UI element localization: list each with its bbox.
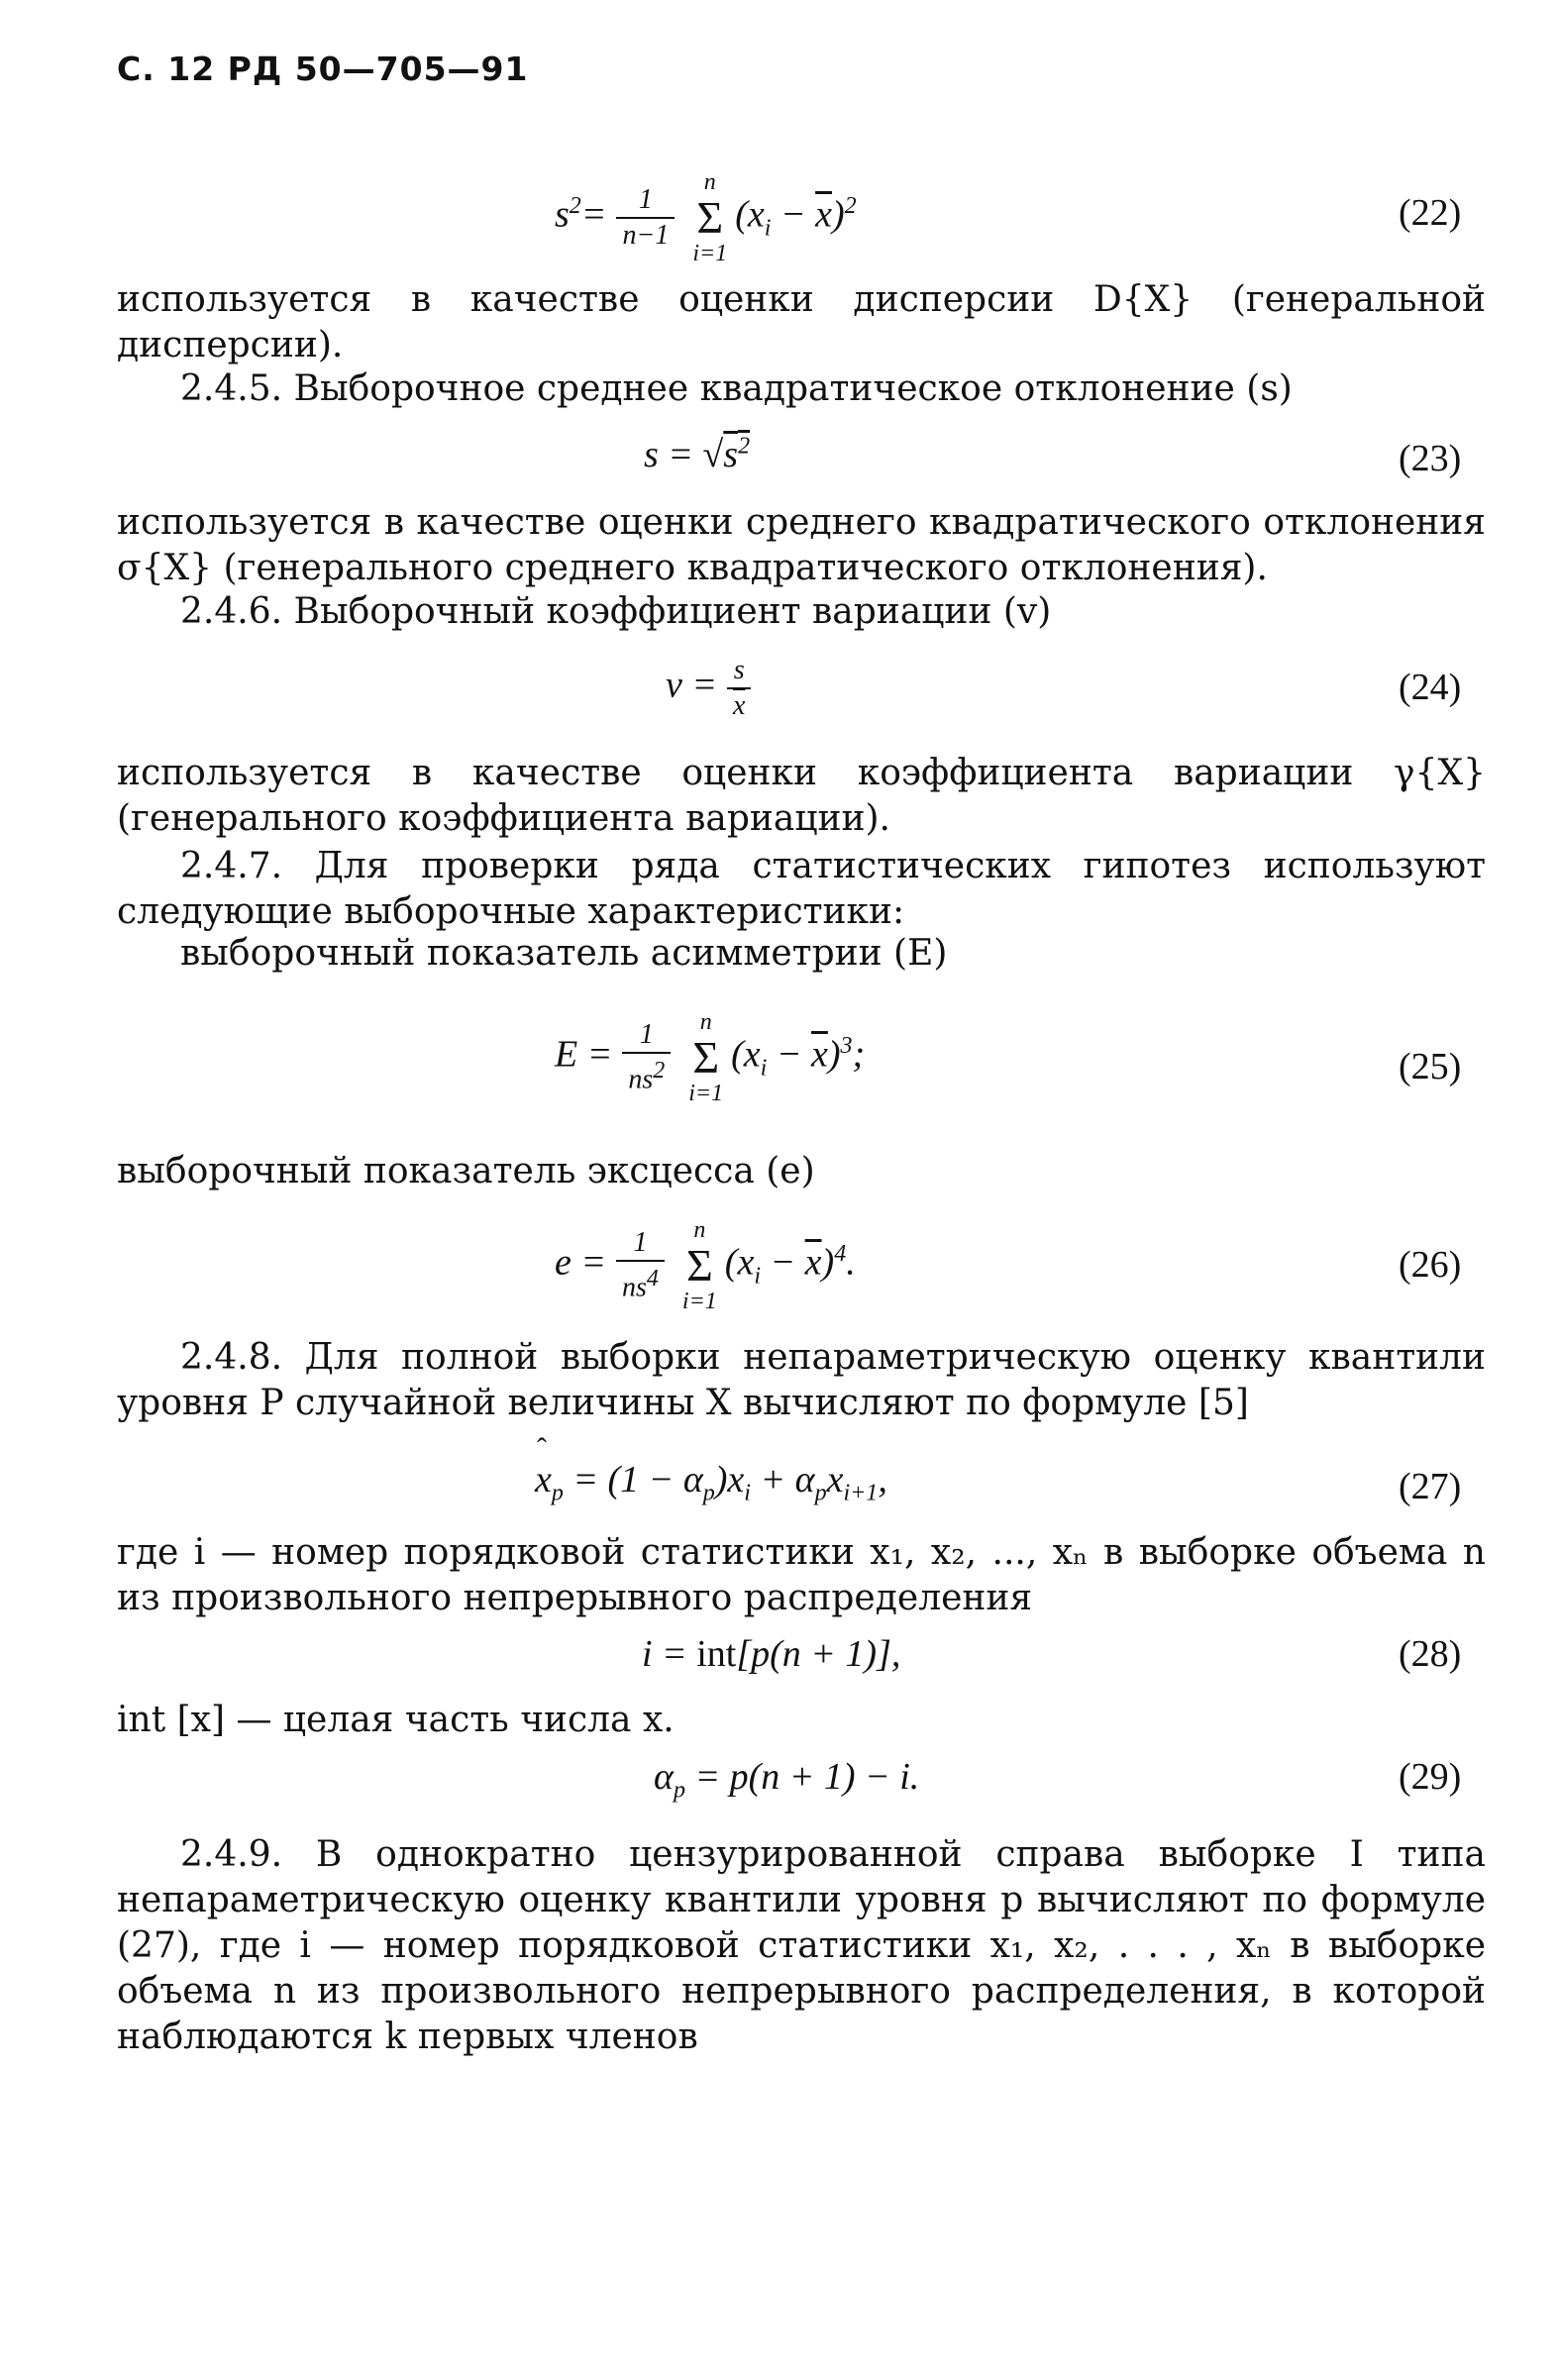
equation-number-28: (28)	[1399, 1633, 1462, 1675]
paragraph-int-definition: int [x] — целая часть числа x.	[117, 1700, 675, 1740]
paragraph-2-4-9: 2.4.9. В однократно цензурированной справа выборке I типа непараметрическую оценку квантили уровня p вычисляют по формуле (27), где i — номер порядковой статистики x₁, x₂, . . . , xₙ в выборке объема n из произвольного непрерывного распределения, в которой наблюдаются k первых членов	[117, 1834, 1486, 2057]
paragraph-2-4-7: 2.4.7. Для проверки ряда статистических гипотез используют следующие выборочные характеристики:	[117, 846, 1486, 932]
equation-number-23: (23)	[1399, 438, 1462, 479]
equation-number-25: (25)	[1399, 1046, 1462, 1087]
paragraph-2-4-5: 2.4.5. Выборочное среднее квадратическое отклонение (s)	[180, 368, 1293, 409]
equation-number-29: (29)	[1399, 1756, 1462, 1798]
paragraph-variation-use: используется в качестве оценки коэффициента вариации γ{X} (генерального коэффициента вариации).	[117, 753, 1486, 839]
formula-std-deviation: $s = √s^2$	[644, 433, 751, 475]
label-kurtosis: выборочный показатель эксцесса (e)	[117, 1151, 815, 1191]
formula-sample-variance: $s^2=$ $\frac{1}{n-1}$ n Σ i=1 $(x_i - \overline{x})^2$	[555, 169, 857, 266]
equation-number-22: (22)	[1399, 192, 1462, 234]
paragraph-std-use: используется в качестве оценки среднего квадратического отклонения σ{X} (генерального среднего квадратического отклонения).	[117, 502, 1486, 588]
equation-number-27: (27)	[1399, 1466, 1462, 1507]
formula-skewness: E = $\frac{1}{ns2}$ n Σ i=1 $(x_i - \overline{x})^3$;	[555, 1009, 866, 1106]
page-header: С. 12 РД 50—705—91	[117, 50, 529, 88]
equation-number-24: (24)	[1399, 667, 1462, 708]
paragraph-2-4-8: 2.4.8. Для полной выборки непараметрическую оценку квантили уровня P случайной величины X вычисляют по формуле [5]	[117, 1337, 1486, 1423]
paragraph-variance-use: используется в качестве оценки дисперсии D{X} (генеральной дисперсии).	[117, 279, 1486, 365]
label-skewness: выборочный показатель асимметрии (E)	[180, 933, 948, 974]
paragraph-2-4-6: 2.4.6. Выборочный коэффициент вариации (v)	[180, 591, 1052, 632]
formula-quantile-estimate: ˆ $x_p = (1 - \alpha_p)x_i + \alpha_px_{i+1}$,	[535, 1432, 887, 1506]
formula-kurtosis: e = $\frac{1}{ns4}$ n Σ i=1 $(x_i - \overline{x})^4$.	[555, 1217, 856, 1314]
paragraph-order-statistic: где i — номер порядковой статистики x₁, x₂, ..., xₙ в выборке объема n из произвольного непрерывного распределения	[117, 1532, 1486, 1618]
formula-alpha: $\alpha_p = p(n + 1) - i$.	[654, 1756, 920, 1804]
formula-variation-coefficient: v = $\frac{s}{x}$	[666, 654, 761, 723]
formula-index: i = int[p(n + 1)],	[642, 1633, 901, 1675]
equation-number-26: (26)	[1399, 1244, 1462, 1286]
